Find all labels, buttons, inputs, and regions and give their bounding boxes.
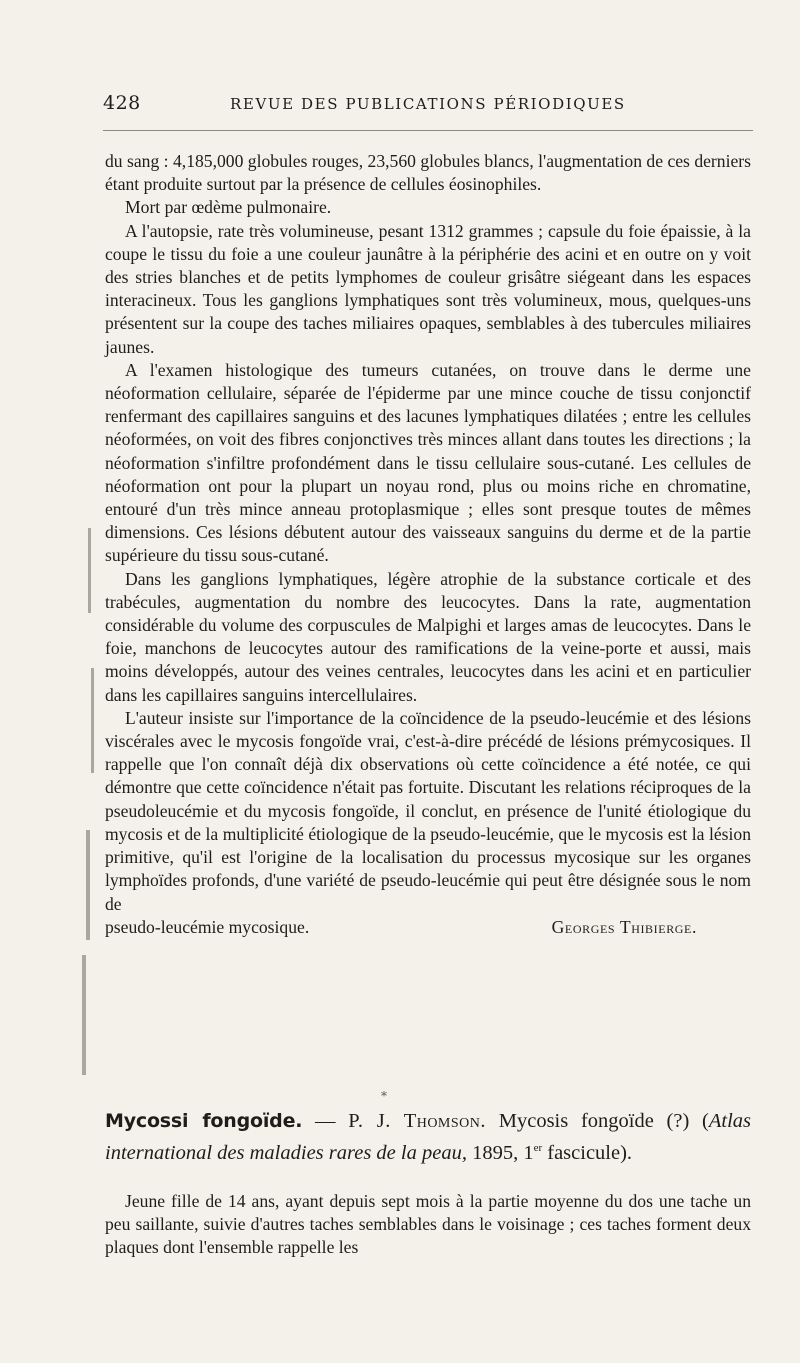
closing-text: pseudo-leucémie mycosique. (105, 916, 310, 937)
entry-work: Mycosis fongoïde (?) (498, 1110, 690, 1132)
header-rule (103, 130, 753, 131)
paragraph: A l'autopsie, rate très volumineuse, pesant 1312 grammes ; capsule du foie épaissie, à la coupe le tissu du foie a une couleur jaunâtre à la périphérie des acini et en outre on y voit des stries blanches et de petits lymphomes de couleur grisâtre siégeant dans les espaces interacineux. Tous les ganglions lymphatiques sont très volumineux, mous, quelques-uns présentent sur la coupe des taches miliaires opaques, semblables à des tubercules miliaires jaunes. (105, 220, 751, 357)
margin-mark (82, 955, 86, 1075)
entry-source: Atlas international des maladies rares de la peau, (105, 1110, 752, 1164)
paragraph: Mort par œdème pulmonaire. (125, 197, 332, 218)
margin-mark (88, 528, 91, 613)
article-body (105, 150, 751, 939)
paragraph: Dans les ganglions lymphatiques, légère atrophie de la substance corticale et des trabécules, augmentation du nombre des leucocytes. Dans la rate, augmentation considérable du volume des corpuscules de Malpighi et larges amas de leucocytes. Dans le foie, manchons de leucocytes autour des ramifications de la veine-porte et aussi, mais moins développés, autour des veines centrales, leucocytes dans les acini et en particulier dans les capillaires sanguins intercellulaires. (105, 568, 751, 705)
entry-year: 1895, 1 (472, 1141, 534, 1164)
entry-sup: er (533, 1141, 543, 1154)
entry-rest: fascicule). (547, 1141, 633, 1164)
entry-title: Mycossi fongoïde. (105, 1110, 303, 1132)
page-header (103, 92, 753, 118)
margin-mark (91, 668, 94, 773)
entry-heading (105, 1108, 751, 1166)
heading-dash: — (315, 1110, 336, 1132)
review-entry (105, 1108, 751, 1277)
source-open: ( (702, 1110, 709, 1132)
paragraph: L'auteur insiste sur l'importance de la coïncidence de la pseudo-leucémie et des lésions viscérales avec le mycosis fongoïde vrai, c'est-à-dire précédé de lésions prémycosiques. Il rappelle que l'on connaît déjà dix observations où cette coïncidence a été notée, ce qui démontre que cette coïncidence n'était pas fortuite. Discutant les relations réciproques de la pseudoleucémie et du mycosis fongoïde, il conclut, en présence de l'unité étiologique du mycosis et de la multiplicité étiologique de la pseudo-leucémie, que le mycosis est la lésion primitive, qu'il est l'origine de la localisation du processus mycosique sur les organes lymphoïdes profonds, d'une variété de pseudo-leucémie qui peut être désignée sous le nom de (105, 707, 751, 914)
author-signature: Georges Thibierge. (551, 916, 697, 937)
entry-author: P. J. Thomson. (348, 1110, 487, 1132)
paragraph: A l'examen histologique des tumeurs cutanées, on trouve dans le derme une néoformation cellulaire, séparée de l'épiderme par une mince couche de tissu conjonctif renfermant des capillaires sanguins et des lacunes lymphatiques dilatées ; entre les cellules néoformées, on voit des fibres conjonctives très minces allant dans toutes les directions ; la néoformation s'infiltre profondément dans le tissu cellulaire sous-cutané. Les cellules de néoformation ont pour la plupart un noyau rond, plus ou moins riche en chromatine, entouré d'un très mince anneau protoplasmique ; elles sont presque toutes de mêmes dimensions. Ces lésions débutent autour des vaisseaux sanguins du derme et de la partie supérieure du tissu sous-cutané. (105, 359, 751, 566)
closing-line (105, 916, 751, 939)
entry-body: Jeune fille de 14 ans, ayant depuis sept mois à la partie moyenne du dos une tache un peu saillante, suivie d'autres taches semblables dans le voisinage ; ces taches forment deux plaques dont l'ensemble rappelle les (105, 1190, 751, 1258)
margin-mark (86, 830, 90, 940)
page-number: 428 (103, 92, 141, 114)
paragraph: du sang : 4,185,000 globules rouges, 23,560 globules blancs, l'augmentation de ces derniers étant produite surtout par la présence de cellules éosinophiles. (105, 151, 751, 195)
section-separator: * (381, 1089, 387, 1103)
running-head: REVUE DES PUBLICATIONS PÉRIODIQUES (230, 95, 626, 113)
